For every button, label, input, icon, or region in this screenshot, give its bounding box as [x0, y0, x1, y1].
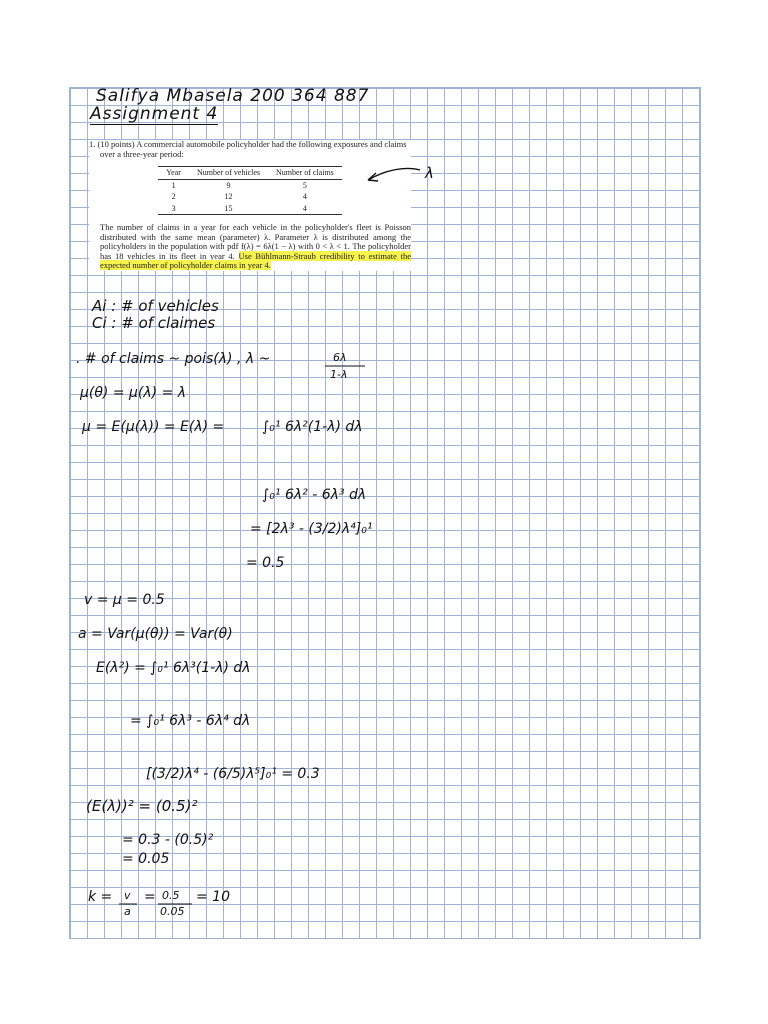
integral-1: ∫₀¹ 6λ²(1-λ) dλ — [262, 419, 363, 435]
mu-theta-line: μ(θ) = μ(λ) = λ — [80, 385, 187, 401]
exposure-claims-table — [158, 166, 342, 215]
table-cell: 5 — [302, 180, 307, 190]
distribution-line: . # of claims ~ pois(λ) , λ ~ — [76, 351, 271, 367]
v-line: v = μ = 0.5 — [84, 592, 165, 608]
table-cell: 4 — [268, 203, 342, 215]
k-numerator-value: 0.5 — [162, 889, 180, 902]
table-row — [158, 191, 342, 203]
highlighted-question: Use Bühlmann-Straub credibility to estimate the expected number of policyholder claims in year 4. — [100, 250, 411, 270]
result-a: = 0.05 — [122, 851, 170, 867]
result-mu: = 0.5 — [246, 555, 285, 571]
e-lambda-squared-lhs: E(λ²) = — [96, 660, 146, 676]
integral-4: = ∫₀¹ 6λ³ - 6λ⁴ dλ — [130, 713, 251, 729]
dist-denominator: 1-λ — [330, 368, 348, 381]
problem-body-text: The number of claims in a year for each vehicle in the policyholder's fleet is Poisson distributed with the same mean (parameter) λ. Parameter λ is distributed among the policyholders in the population with pdf f(λ) = 6λ(1 − λ) with 0 < λ < 1. The policyholder has 18 vehicles in its fleet in year 4. — [100, 222, 411, 261]
dist-numerator: 6λ — [333, 351, 347, 364]
table-row — [158, 203, 342, 215]
k-result: = 10 — [196, 889, 230, 905]
mu-expectation-line: μ = E(μ(λ)) = E(λ) = — [82, 419, 225, 435]
a-line: a = Var(μ(θ)) = Var(θ) — [78, 626, 233, 642]
table-cell: 4 — [302, 192, 307, 201]
student-name-id: Salifya Mbasela 200 364 887 — [96, 86, 370, 106]
k-denominator-value: 0.05 — [160, 905, 185, 918]
table-cell: 12 — [224, 192, 233, 201]
integral-2: ∫₀¹ 6λ² - 6λ³ dλ — [262, 487, 367, 503]
antiderivative-2: [(3/2)λ⁴ - (6/5)λ⁵]₀¹ = 0.3 — [146, 766, 320, 782]
ci-definition: Ci : # of claimes — [92, 314, 216, 332]
integral-3: ∫₀¹ 6λ³(1-λ) dλ — [150, 660, 251, 676]
table-cell: 15 — [189, 203, 268, 215]
table-row — [158, 179, 342, 191]
k-a-denominator: a — [124, 905, 131, 918]
problem-body — [89, 223, 411, 271]
arrow-label: λ — [425, 164, 434, 182]
difference-line: = 0.3 - (0.5)² — [122, 832, 214, 848]
k-equals: = — [144, 889, 156, 905]
k-lhs: k = — [88, 889, 113, 905]
table-cell: 9 — [226, 180, 231, 190]
column-header-vehicles: Number of vehicles — [189, 167, 268, 180]
table-header-row — [158, 167, 342, 180]
table-cell: 2 — [171, 192, 176, 201]
column-header-year: Year — [158, 167, 189, 180]
antiderivative-1: = [2λ³ - (3/2)λ⁴]₀¹ — [250, 521, 373, 537]
ai-definition: Ai : # of vehicles — [92, 297, 219, 315]
column-header-claims: Number of claims — [268, 167, 342, 180]
problem-intro: 1. (10 points) A commercial automobile policyholder had the following exposures and claims over a three-year period: — [89, 139, 407, 159]
table-cell: 3 — [158, 203, 189, 215]
e-lambda-squared-line: (E(λ))² = (0.5)² — [86, 797, 198, 815]
k-v-numerator: v — [124, 889, 131, 902]
table-cell: 1 — [171, 180, 176, 190]
arrow-annotation-icon — [360, 160, 430, 190]
assignment-title: Assignment 4 — [90, 104, 219, 124]
